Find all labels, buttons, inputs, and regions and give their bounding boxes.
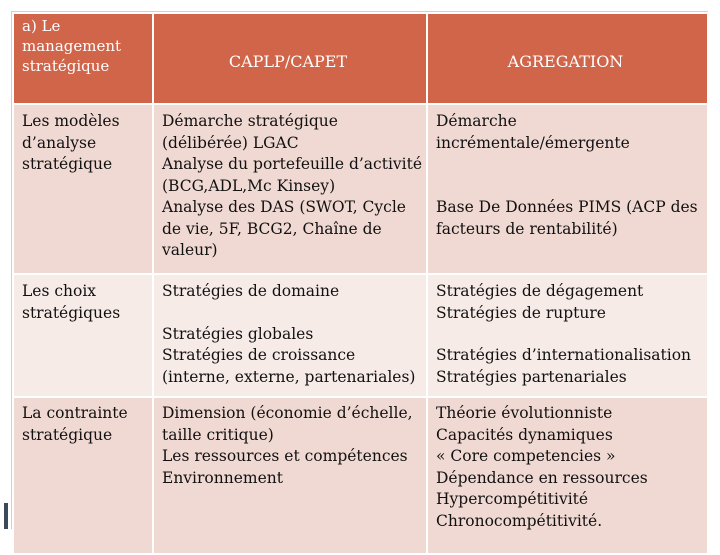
row-label-line: stratégiques xyxy=(22,303,121,322)
caplp-cell xyxy=(153,397,427,554)
cell-spacer xyxy=(436,154,703,197)
cell-line: Stratégies d’internationalisation xyxy=(436,346,692,364)
cell-line: valeur) xyxy=(162,241,218,259)
cell-spacer xyxy=(436,324,703,345)
cell-line: Stratégies globales xyxy=(162,324,314,343)
row-label-cell xyxy=(13,274,153,397)
cell-line: Analyse du portefeuille d’activité xyxy=(162,155,423,173)
row-label-cell xyxy=(13,397,153,554)
cell-line: Les ressources et compétences xyxy=(162,447,408,465)
table-row-choix xyxy=(13,274,708,397)
cell-line: Dimension (économie d’échelle, xyxy=(162,404,413,422)
row-label-line: Les choix xyxy=(22,282,97,300)
header-corner-cell xyxy=(13,13,153,104)
cell-line: Stratégies partenariales xyxy=(436,367,627,386)
cell-line: Démarche xyxy=(436,112,517,130)
cell-line: Stratégies de rupture xyxy=(436,303,606,322)
agregation-cell xyxy=(427,104,708,274)
row-label-cell xyxy=(13,104,153,274)
caplp-cell xyxy=(153,104,427,274)
cell-spacer xyxy=(162,303,422,324)
table-row-modeles xyxy=(13,104,708,274)
caplp-cell xyxy=(153,274,427,397)
cell-line: incrémentale/émergente xyxy=(436,133,630,152)
cell-line: (interne, externe, partenariales) xyxy=(162,367,416,386)
header-corner-line: stratégique xyxy=(22,57,110,75)
table-row-contrainte xyxy=(13,397,708,554)
cell-line: Stratégies de croissance xyxy=(162,346,356,364)
cell-line: facteurs de rentabilité) xyxy=(436,219,618,238)
comparison-table xyxy=(12,12,709,555)
cell-line: Stratégies de dégagement xyxy=(436,282,644,300)
table-header-row xyxy=(13,13,708,104)
cell-line: Dépendance en ressources xyxy=(436,468,648,487)
row-label-line: stratégique xyxy=(22,155,113,173)
cell-line: Capacités dynamiques xyxy=(436,425,613,444)
cell-line: taille critique) xyxy=(162,425,274,444)
cell-line: Stratégies de domaine xyxy=(162,282,340,300)
cell-line: Hypercompétitivité xyxy=(436,490,589,508)
cell-line: « Core competencies » xyxy=(436,447,616,465)
cell-line: Analyse des DAS (SWOT, Cycle xyxy=(162,198,406,216)
row-label-line: La contrainte xyxy=(22,404,128,422)
agregation-cell xyxy=(427,397,708,554)
header-corner-line: a) Le xyxy=(22,17,61,35)
header-caplp-capet: CAPLP/CAPET xyxy=(153,13,427,104)
cell-line: Théorie évolutionniste xyxy=(436,404,613,422)
cell-line: Environnement xyxy=(162,468,283,487)
row-label-line: Les modèles xyxy=(22,112,120,130)
row-label-line: stratégique xyxy=(22,425,113,444)
cell-line: (délibérée) LGAC xyxy=(162,133,299,152)
header-corner-line: management xyxy=(22,37,122,55)
row-label-line: d’analyse xyxy=(22,133,97,152)
header-agregation: AGREGATION xyxy=(427,13,708,104)
cell-line: (BCG,ADL,Mc Kinsey) xyxy=(162,176,336,195)
cell-line: Démarche stratégique xyxy=(162,112,338,130)
cell-line: Chronocompétitivité. xyxy=(436,511,603,530)
cell-line: Base De Données PIMS (ACP des xyxy=(436,198,698,216)
cell-line: de vie, 5F, BCG2, Chaîne de xyxy=(162,219,382,238)
agregation-cell xyxy=(427,274,708,397)
slide-accent-bar xyxy=(4,503,8,529)
